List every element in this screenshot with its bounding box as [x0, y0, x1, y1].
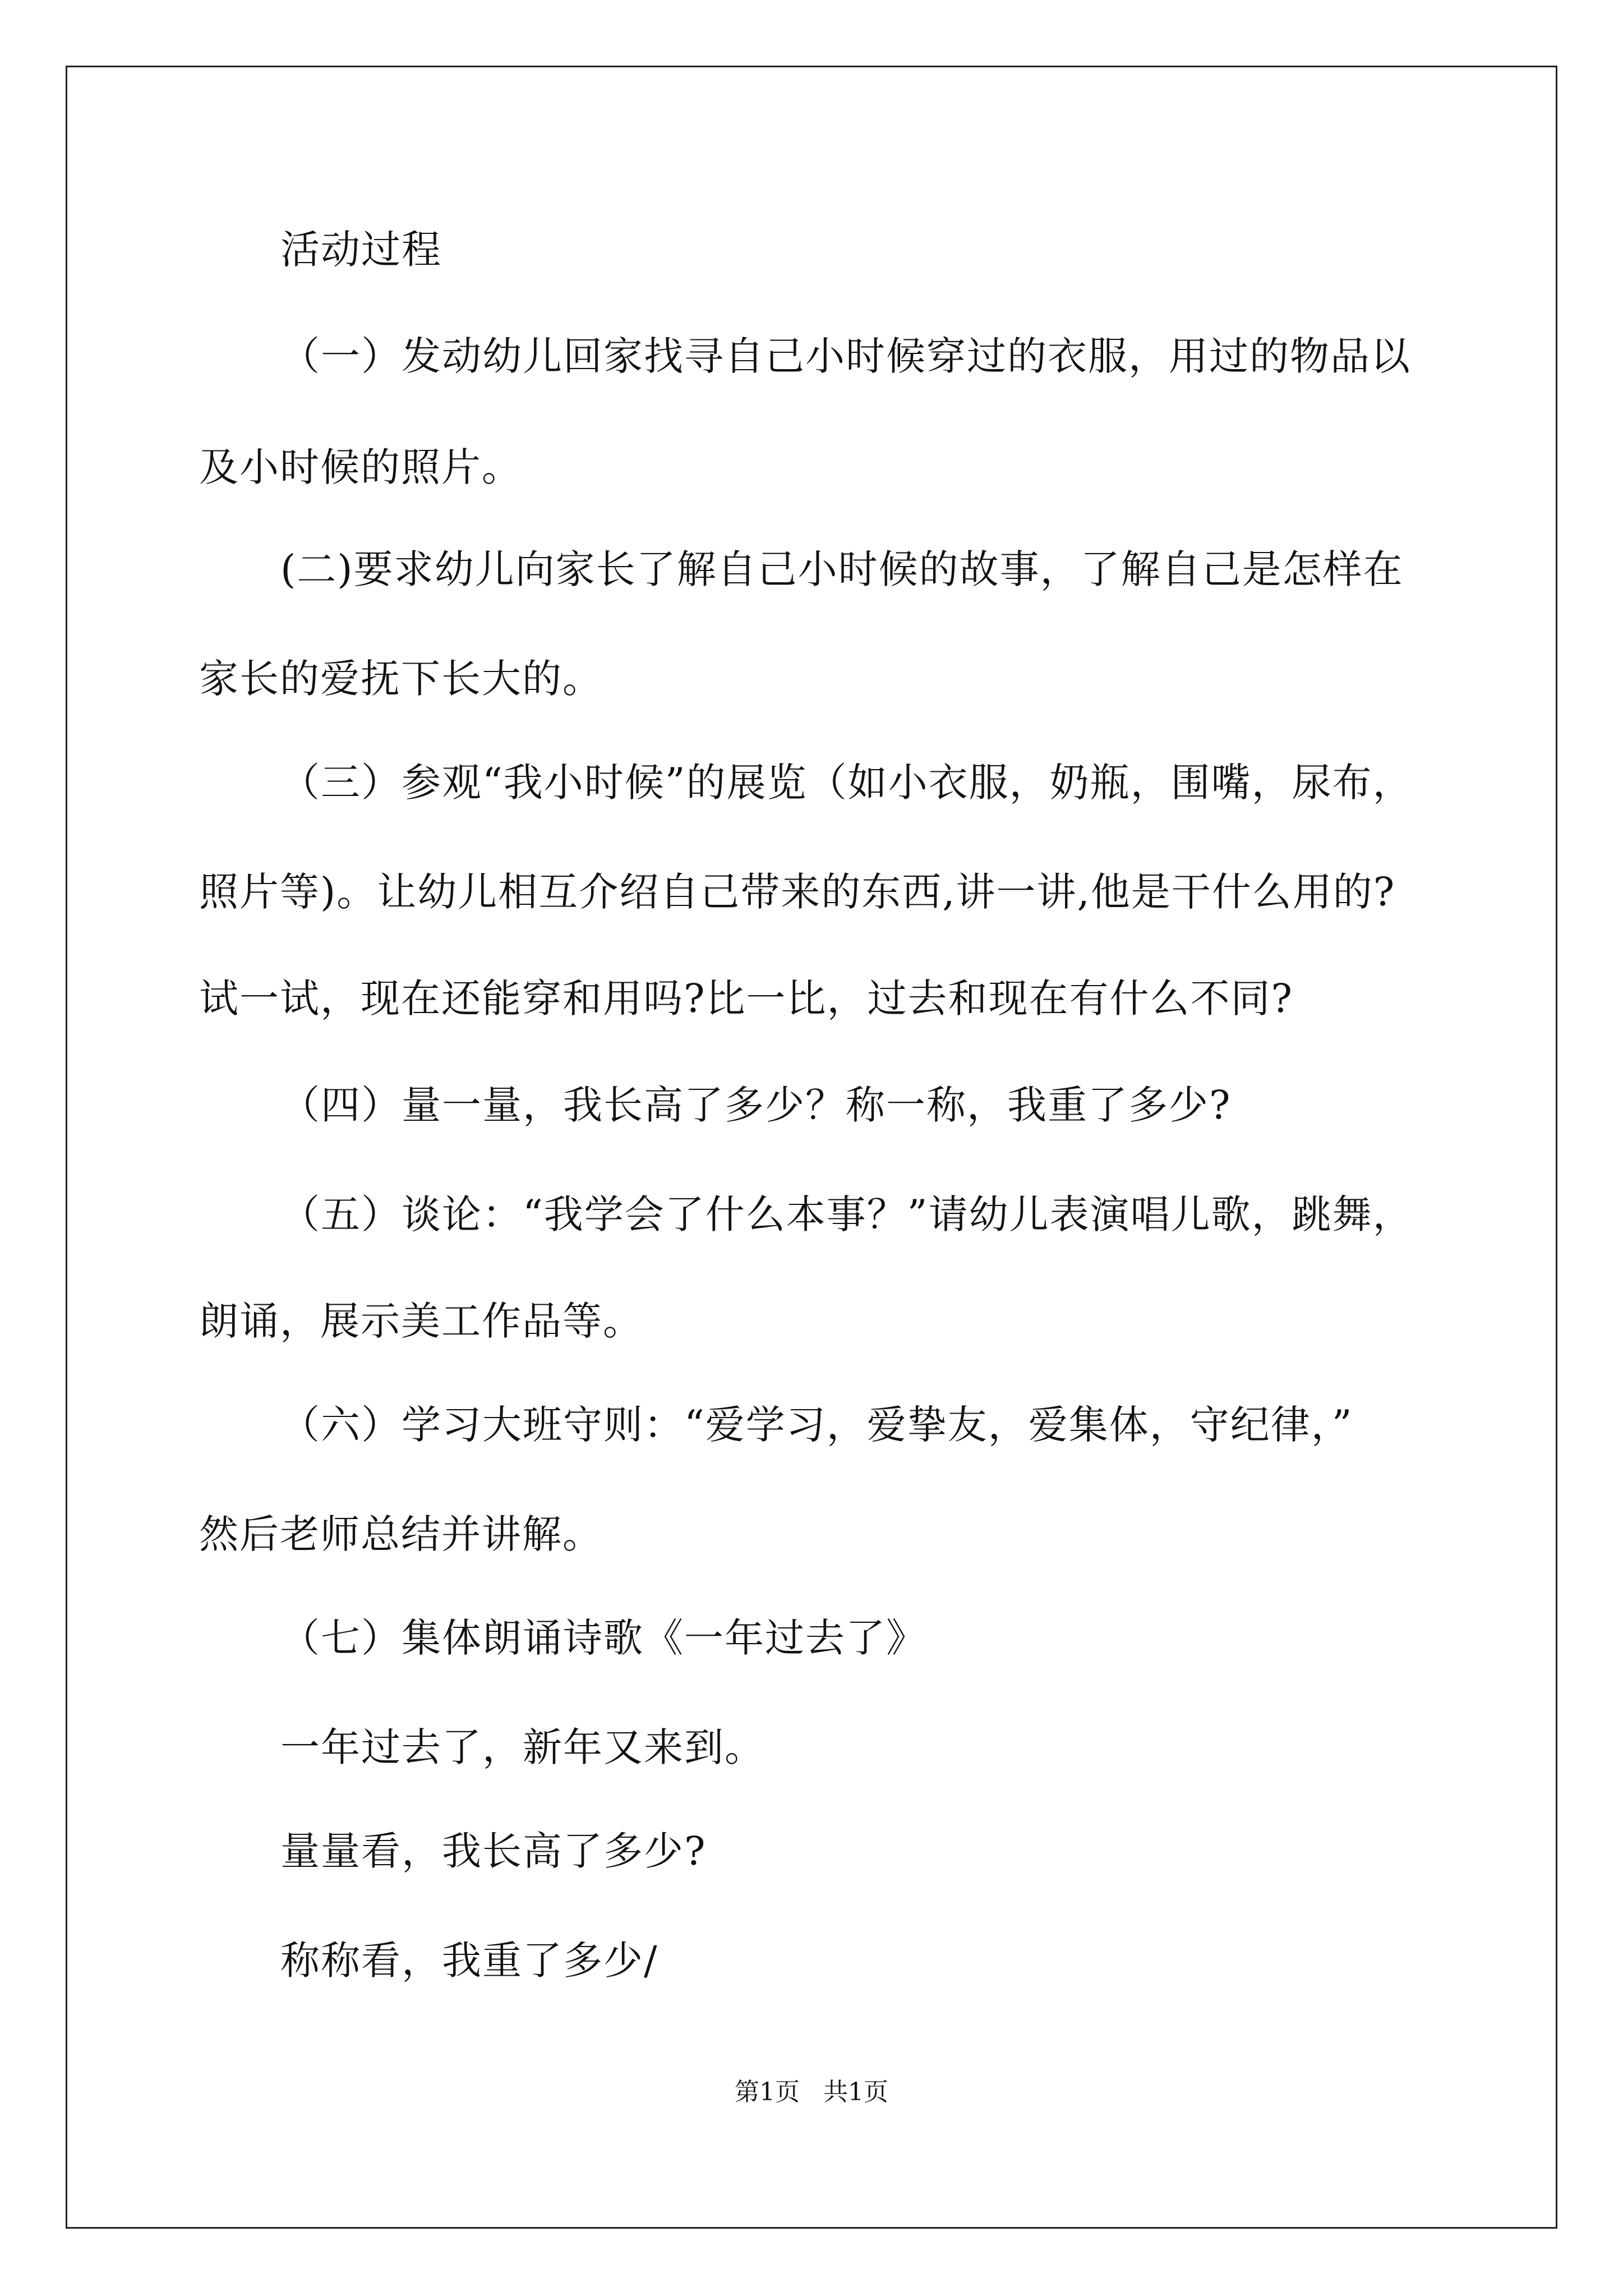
paragraph-5-line-1: （五）谈论：“我学会了什么本事？”请幼儿表演唱儿歌，跳舞，: [280, 1191, 1413, 1237]
paragraph-1-line-1: （一）发动幼儿回家找寻自己小时候穿过的衣服，用过的物品以: [280, 333, 1411, 379]
poem-line-2: 量量看，我长高了多少?: [280, 1828, 707, 1874]
paragraph-6-line-1: （六）学习大班守则：“爱学习，爱挚友，爱集体，守纪律，”: [280, 1402, 1353, 1448]
paragraph-6-line-2: 然后老师总结并讲解。: [199, 1511, 603, 1557]
paragraph-1-line-2: 及小时候的照片。: [199, 444, 522, 490]
section-heading: 活动过程: [280, 227, 442, 273]
page-number-footer: 第1页 共1页: [735, 2078, 888, 2106]
paragraph-2-line-1: (二)要求幼儿向家长了解自己小时候的故事，了解自己是怎样在: [280, 546, 1404, 592]
paragraph-3-line-1: （三）参观“我小时候”的展览（如小衣服，奶瓶，围嘴，尿布，: [280, 760, 1413, 806]
paragraph-3-line-2: 照片等)。让幼儿相互介绍自己带来的东西,讲一讲,他是干什么用的?: [199, 869, 1396, 915]
poem-line-3: 称称看，我重了多少/: [280, 1938, 658, 1984]
paragraph-5-line-2: 朗诵，展示美工作品等。: [199, 1298, 643, 1344]
paragraph-4-line-1: （四）量一量，我长高了多少？称一称，我重了多少?: [280, 1082, 1232, 1128]
paragraph-7-line-1: （七）集体朗诵诗歌《一年过去了》: [280, 1615, 926, 1661]
paragraph-2-line-2: 家长的爱抚下长大的。: [199, 656, 603, 702]
paragraph-3-line-3: 试一试，现在还能穿和用吗?比一比，过去和现在有什么不同?: [199, 976, 1294, 1022]
poem-line-1: 一年过去了，新年又来到。: [280, 1724, 765, 1770]
page-border: [66, 66, 1557, 2229]
